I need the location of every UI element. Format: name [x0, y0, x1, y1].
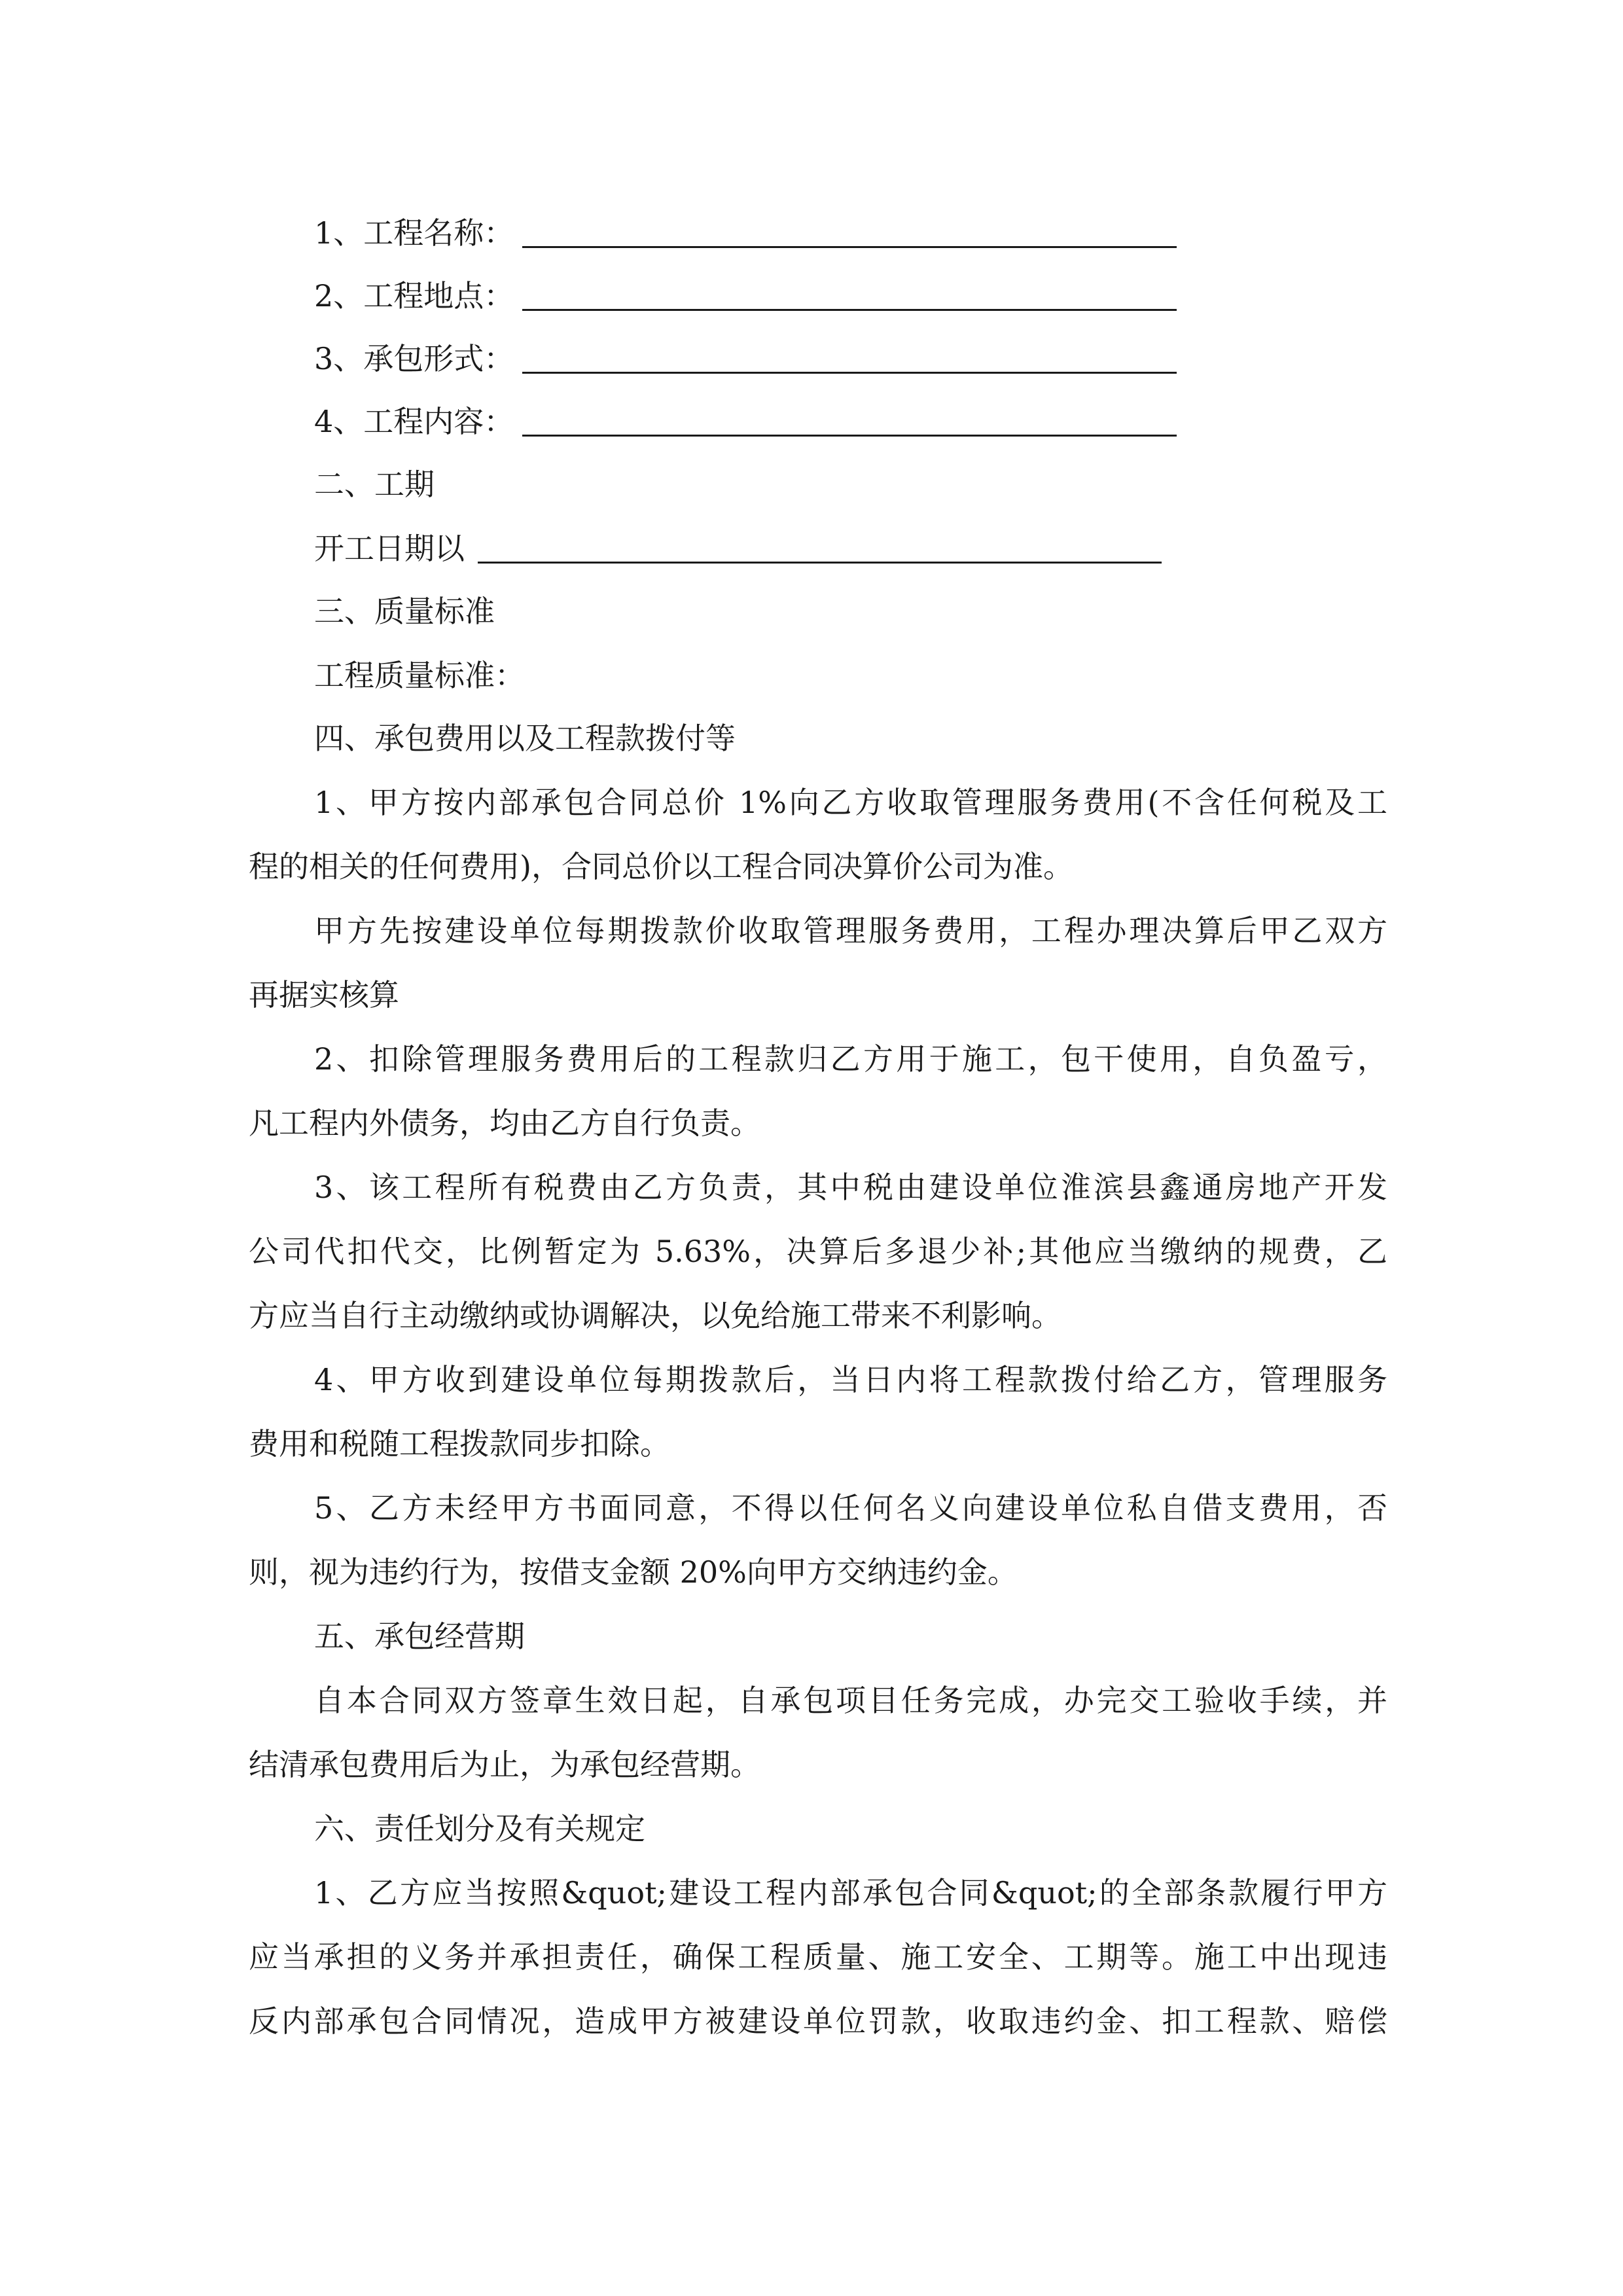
paragraph-line: 3、该工程所有税费由乙方负责，其中税由建设单位淮滨县鑫通房地产开发: [314, 1170, 1387, 1205]
contract-form-label: 3、承包形式：: [314, 341, 514, 376]
section-3-heading: 三、质量标准: [314, 594, 495, 629]
paragraph-line: 4、甲方收到建设单位每期拨款后，当日内将工程款拨付给乙方，管理服务: [314, 1362, 1387, 1397]
project-location-label: 2、工程地点：: [314, 278, 514, 314]
paragraph-line: 再据实核算: [249, 977, 399, 1013]
section-4-heading: 四、承包费用以及工程款拨付等: [314, 721, 736, 756]
section-6-heading: 六、责任划分及有关规定: [314, 1811, 645, 1846]
contract-form-blank: [522, 372, 1177, 374]
paragraph-line: 公司代扣代交，比例暂定为 5.63%，决算后多退少补;其他应当缴纳的规费，乙: [249, 1234, 1387, 1269]
paragraph-line: 甲方先按建设单位每期拨款价收取管理服务费用，工程办理决算后甲乙双方: [314, 913, 1387, 948]
project-content-label: 4、工程内容：: [314, 404, 514, 439]
paragraph-line: 反内部承包合同情况，造成甲方被建设单位罚款，收取违约金、扣工程款、赔偿: [249, 2003, 1387, 2039]
paragraph-line: 程的相关的任何费用)，合同总价以工程合同决算价公司为准。: [249, 849, 1073, 884]
project-name-blank: [522, 246, 1177, 248]
project-content-blank: [522, 435, 1177, 437]
paragraph-line: 凡工程内外债务，均由乙方自行负责。: [249, 1105, 760, 1141]
paragraph-line: 方应当自行主动缴纳或协调解决，以免给施工带来不利影响。: [249, 1298, 1061, 1333]
paragraph-line: 结清承包费用后为止，为承包经营期。: [249, 1747, 760, 1782]
paragraph-line: 5、乙方未经甲方书面同意，不得以任何名义向建设单位私自借支费用，否: [314, 1490, 1387, 1526]
section-2-heading: 二、工期: [314, 467, 435, 502]
start-date-blank: [478, 562, 1162, 564]
paragraph-line: 自本合同双方签章生效日起，自承包项目任务完成，办完交工验收手续，并: [314, 1683, 1387, 1718]
paragraph-line: 则，视为违约行为，按借支金额 20%向甲方交纳违约金。: [249, 1554, 1018, 1590]
paragraph-line: 费用和税随工程拨款同步扣除。: [249, 1426, 670, 1462]
paragraph-line: 1、乙方应当按照&quot;建设工程内部承包合同&quot;的全部条款履行甲方: [314, 1875, 1387, 1910]
paragraph-line: 应当承担的义务并承担责任，确保工程质量、施工安全、工期等。施工中出现违: [249, 1939, 1387, 1975]
section-5-heading: 五、承包经营期: [314, 1619, 525, 1654]
project-name-label: 1、工程名称：: [314, 215, 514, 251]
paragraph-line: 2、扣除管理服务费用后的工程款归乙方用于施工，包干使用，自负盈亏，: [314, 1041, 1387, 1077]
quality-standard-label: 工程质量标准：: [314, 658, 525, 693]
paragraph-line: 1、甲方按内部承包合同总价 1%向乙方收取管理服务费用(不含任何税及工: [314, 785, 1387, 820]
start-date-label: 开工日期以: [314, 531, 465, 566]
project-location-blank: [522, 309, 1177, 311]
